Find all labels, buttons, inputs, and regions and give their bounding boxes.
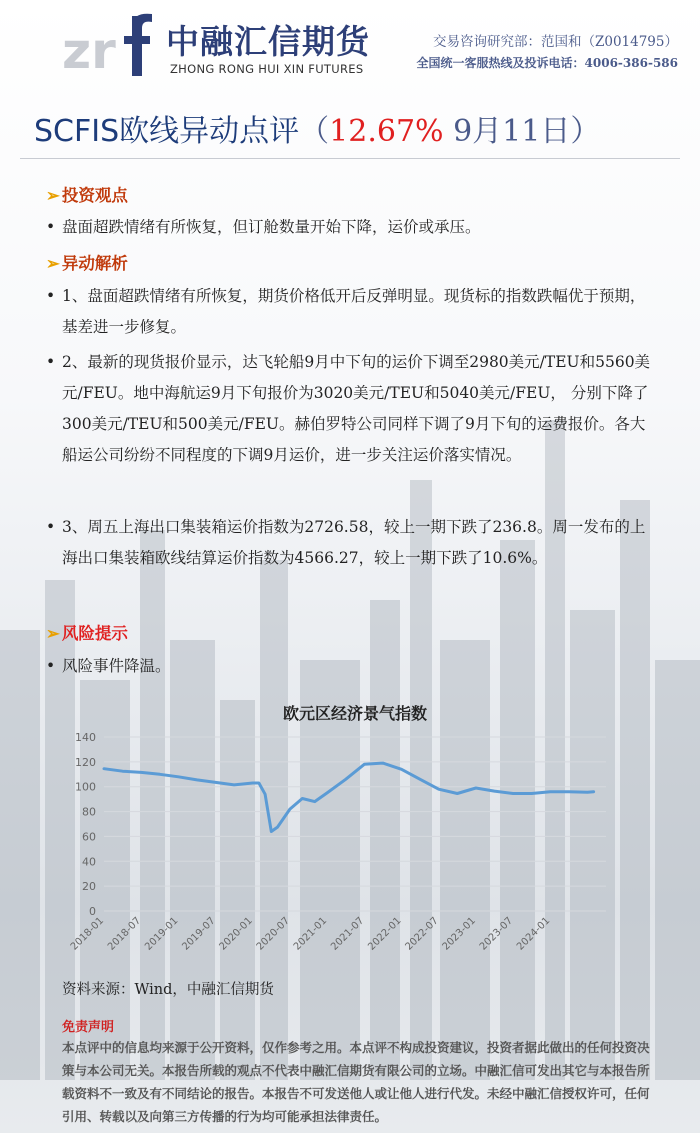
chart-y-tick-label: 80 (82, 805, 96, 819)
bullet-analysis-3-text: 3、周五上海出口集装箱运价指数为2726.58，较上一期下跌了236.8。周一发布的上海出口集装箱欧线结算运价指数为4566.27，较上一期下跌了10.6%。 (62, 518, 646, 567)
bullet-dot-icon: • (46, 518, 56, 536)
chart-title: 欧元区经济景气指数 (282, 704, 428, 723)
chart-x-tick-label: 2021-01 (291, 915, 330, 953)
svg-text:zr: zr (62, 22, 116, 80)
section-title-view (46, 182, 128, 206)
disclaimer-title: 免责声明 (62, 1020, 115, 1035)
company-logo-icon (60, 8, 160, 83)
chart-y-tick-label: 0 (89, 905, 96, 918)
chart-x-tick-label: 2021-07 (329, 915, 367, 953)
title-date: 9月11日 (443, 114, 571, 149)
bullet-risk (46, 651, 658, 682)
chart-x-tick-label: 2022-01 (366, 915, 404, 953)
logo-chinese-name: 中融汇信期货 (166, 22, 370, 61)
title-close-bracket: ） (570, 114, 601, 149)
bullet-analysis-3 (46, 512, 658, 574)
bullet-dot-icon: • (46, 287, 56, 305)
research-department-line: 交易咨询研究部：范国和（Z0014795） (432, 34, 678, 50)
bullet-dot-icon: • (46, 353, 56, 371)
bullet-risk-text: 风险事件降温。 (62, 657, 171, 675)
title-open-bracket: （ (299, 114, 330, 149)
title-divider (20, 158, 680, 159)
bullet-view-text: 盘面超跌情绪有所恢复，但订舱数量开始下降，运价或承压。 (62, 218, 481, 236)
chart-y-tick-label: 120 (75, 755, 96, 769)
bullet-analysis-1 (46, 281, 658, 343)
chart-x-tick-label: 2023-01 (440, 915, 478, 953)
section-title-analysis (46, 250, 128, 274)
title-keyword: SCFIS欧线 (34, 114, 180, 149)
bullet-analysis-2-text: 2、最新的现货报价显示，达飞轮船9月中下旬的运价下调至2980美元/TEU和5560美元/FEU。地中海航运9月下旬报价为3020美元/TEU和5040美元/FEU， 分别下降了300美元/TEU和500美元/FEU。赫伯罗特公司同样下调了9月下旬的运费报价。各大船运公司纷纷不同程度的下调9月运价，进一步关注运价落实情况。 (62, 353, 651, 464)
arrow-icon: ➢ (46, 254, 60, 273)
chart-x-tick-label: 2018-07 (105, 915, 144, 953)
chart-x-tick-label: 2020-01 (217, 915, 255, 953)
hotline-line: 全国统一客服热线及投诉电话：4006-386-586 (416, 56, 678, 70)
header (0, 0, 700, 95)
chart-y-tick-label: 60 (82, 830, 96, 844)
chart-x-tick-label: 2019-07 (180, 915, 218, 953)
page-title (34, 106, 600, 150)
chart-y-tick-label: 20 (82, 880, 96, 894)
bullet-view (46, 212, 658, 243)
chart-x-tick-label: 2023-07 (477, 915, 516, 953)
title-percent: 12.67% (329, 114, 444, 149)
chart-x-tick-label: 2018-01 (68, 915, 107, 953)
chart-y-tick-label: 100 (75, 780, 96, 794)
economic-sentiment-chart (58, 695, 638, 970)
chart-x-tick-label: 2019-01 (143, 915, 181, 953)
section-title-analysis-label: 异动解析 (61, 254, 128, 273)
section-title-risk-label: 风险提示 (61, 624, 128, 643)
title-text: 异动点评 (179, 114, 300, 149)
section-title-risk (46, 620, 128, 644)
chart-series-line (104, 763, 594, 831)
bullet-dot-icon: • (46, 218, 56, 236)
bullet-dot-icon: • (46, 657, 56, 675)
chart-y-tick-label: 140 (75, 731, 96, 744)
section-title-view-label: 投资观点 (61, 186, 128, 205)
chart-x-tick-label: 2024-01 (515, 915, 553, 953)
chart-x-tick-label: 2020-07 (254, 915, 293, 953)
chart-y-tick-label: 40 (82, 855, 96, 869)
bullet-analysis-1-text: 1、盘面超跌情绪有所恢复，期货价格低开后反弹明显。现货标的指数跌幅优于预期，基差进一步修复。 (62, 287, 646, 336)
arrow-icon: ➢ (46, 624, 60, 643)
data-source: 资料来源：Wind，中融汇信期货 (62, 982, 274, 998)
arrow-icon: ➢ (46, 186, 60, 205)
disclaimer-body: 本点评中的信息均来源于公开资料，仅作参考之用。本点评不构成投资建议，投资者据此做出的任何投资决策与本公司无关。本报告所载的观点不代表中融汇信期货有限公司的立场。中融汇信可发出其它与本报告所载资料不一致及有不同结论的报告。本报告不可发送他人或让他人进行代发。未经中融汇信授权许可，任何引用、转载以及向第三方传播的行为均可能承担法律责任。 (62, 1040, 650, 1124)
bullet-analysis-2 (46, 347, 658, 471)
logo-english-name: ZHONG RONG HUI XIN FUTURES (170, 62, 364, 76)
chart-x-tick-label: 2022-07 (403, 915, 441, 953)
chart-container (58, 695, 638, 970)
